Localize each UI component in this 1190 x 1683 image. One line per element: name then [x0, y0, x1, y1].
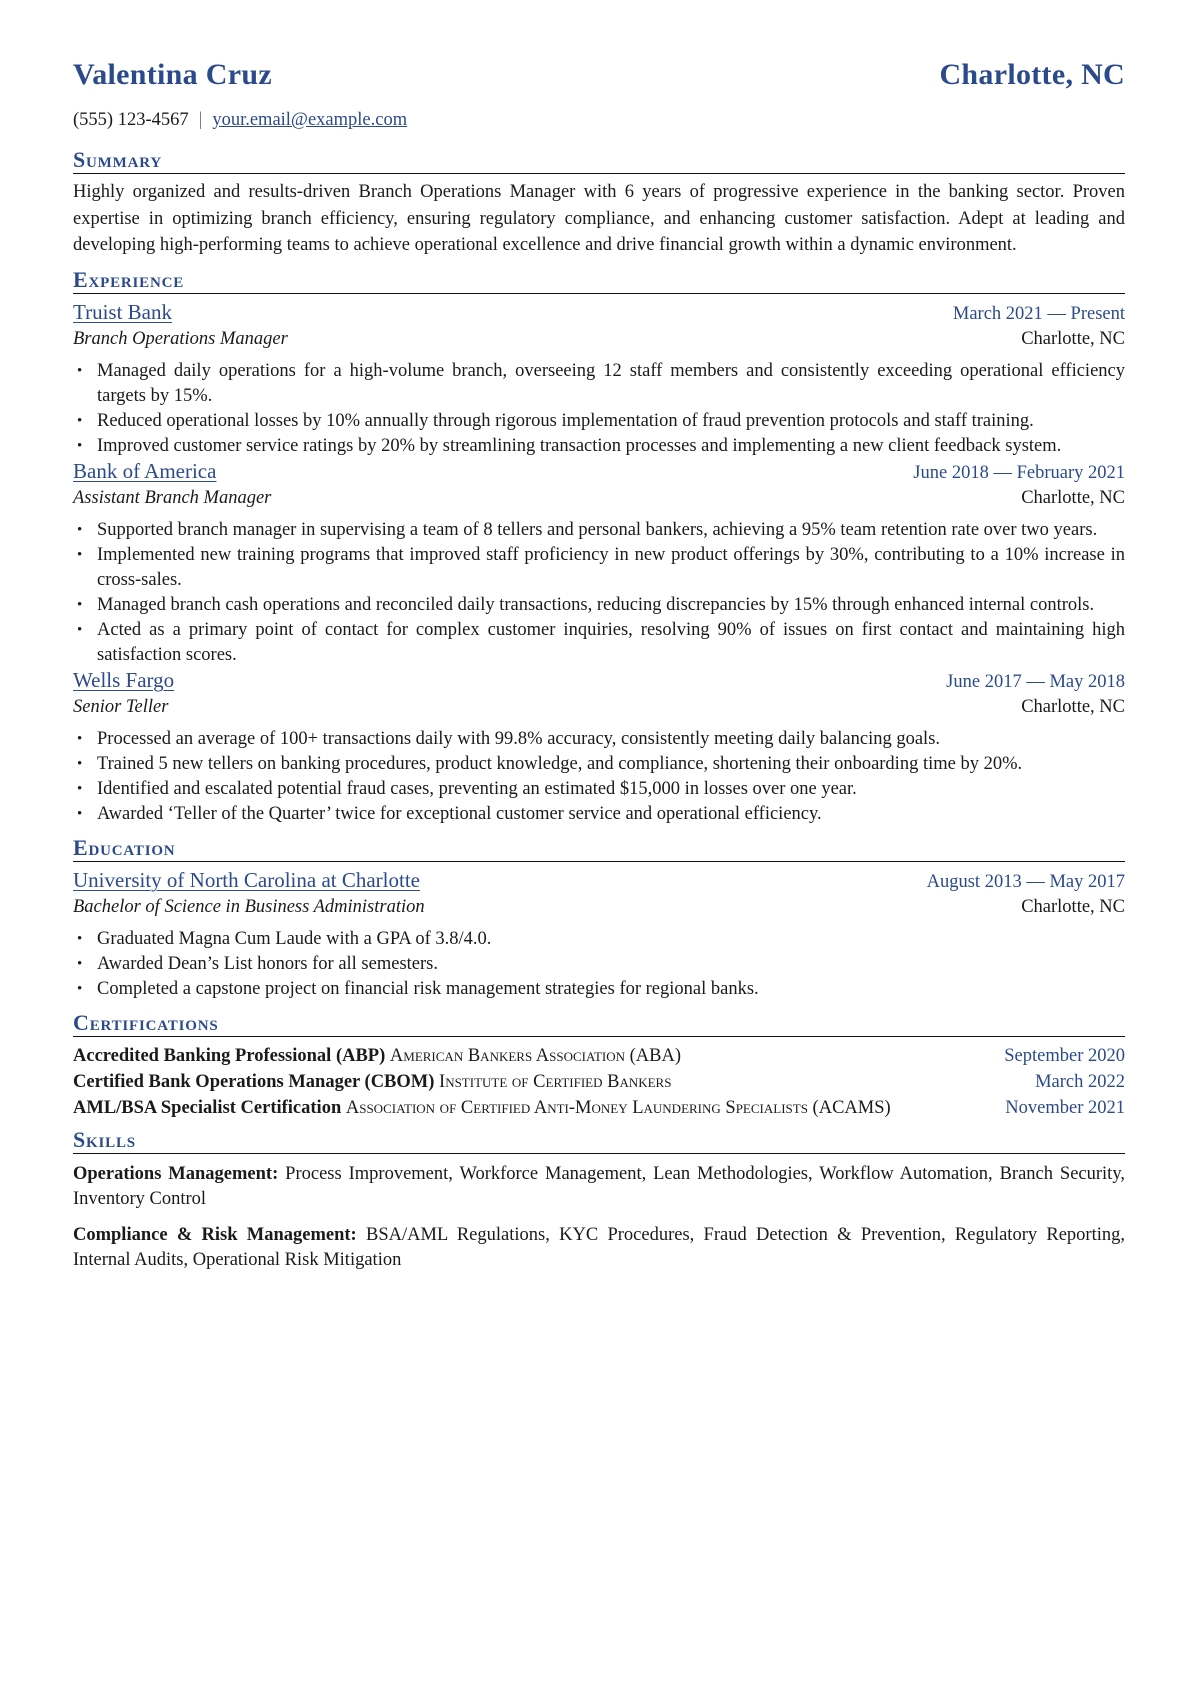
certification-issuer: American Bankers Association (ABA)	[389, 1045, 681, 1066]
company-link[interactable]: Truist Bank	[73, 299, 173, 324]
job-location: Charlotte, NC	[1021, 487, 1125, 508]
education-dates: August 2013 — May 2017	[926, 871, 1125, 892]
list-item: • Acted as a primary point of contact for complex customer inquiries, resolving 90% of issues on first contact and maintaining high satisfaction scores.	[73, 618, 1125, 668]
skill-label: Operations Management:	[73, 1163, 279, 1184]
list-item: • Identified and escalated potential fraud cases, preventing an estimated $15,000 in losses over one year.	[73, 777, 1125, 802]
skill-group	[73, 1223, 1125, 1274]
list-item: • Implemented new training programs that improved staff proficiency in new product offerings by 30%, contributing to a 10% increase in cross-sales.	[73, 543, 1125, 593]
job-title: Assistant Branch Manager	[73, 487, 272, 508]
summary-text: Highly organized and results-driven Branch Operations Manager with 6 years of progressive experience in the banking sector. Proven expertise in optimizing branch efficiency, ensuring regulatory compliance, and enhancing customer satisfaction. Adept at leading and developing high-performing teams to achieve operational excellence and drive financial growth within a dynamic environment.	[73, 182, 1125, 255]
phone-number: (555) 123-4567	[73, 110, 189, 130]
experience-entry	[73, 300, 1125, 459]
section-title-experience: Experience	[73, 267, 1125, 294]
job-location: Charlotte, NC	[1021, 696, 1125, 717]
company-link[interactable]: Bank of America	[73, 458, 217, 483]
resume-header	[73, 58, 1125, 104]
section-title-education: Education	[73, 835, 1125, 862]
contact-separator: |	[198, 110, 203, 130]
experience-entry	[73, 668, 1125, 827]
certification-issuer: Institute of Certified Bankers	[439, 1071, 672, 1092]
certification-date: September 2020	[1004, 1045, 1125, 1066]
education-location: Charlotte, NC	[1021, 896, 1125, 917]
skill-values: Process Improvement, Workforce Management, Lean Methodologies, Workflow Automation, Branch Security, Inventory Control	[73, 1163, 1125, 1209]
company-link[interactable]: Wells Fargo	[73, 667, 175, 692]
list-item: • Trained 5 new tellers on banking procedures, product knowledge, and compliance, shortening their onboarding time by 20%.	[73, 752, 1125, 777]
certification-name: AML/BSA Specialist Certification	[73, 1097, 342, 1118]
candidate-name: Valentina Cruz	[73, 58, 272, 91]
certification-date: March 2022	[1035, 1071, 1125, 1092]
list-item: • Awarded Dean’s List honors for all semesters.	[73, 952, 1125, 977]
job-bullets	[73, 359, 1125, 459]
list-item: • Graduated Magna Cum Laude with a GPA of 3.8/4.0.	[73, 927, 1125, 952]
resume-page	[73, 58, 1125, 1274]
list-item: • Reduced operational losses by 10% annually through rigorous implementation of fraud prevention protocols and staff training.	[73, 409, 1125, 434]
certification-date: November 2021	[1005, 1097, 1125, 1118]
list-item: • Improved customer service ratings by 20% by streamlining transaction processes and implementing a new client feedback system.	[73, 434, 1125, 459]
list-item: • Supported branch manager in supervising a team of 8 tellers and personal bankers, achieving a 95% team retention rate over two years.	[73, 518, 1125, 543]
skill-label: Compliance & Risk Management:	[73, 1224, 357, 1245]
list-item: • Completed a capstone project on financial risk management strategies for regional banks.	[73, 977, 1125, 1002]
list-item: • Managed branch cash operations and reconciled daily transactions, reducing discrepancies by 15% through enhanced internal controls.	[73, 593, 1125, 618]
job-dates: March 2021 — Present	[952, 303, 1125, 324]
skill-group	[73, 1162, 1125, 1213]
job-title: Branch Operations Manager	[73, 328, 288, 349]
certifications-list	[73, 1043, 1125, 1121]
section-title-certifications: Certifications	[73, 1010, 1125, 1037]
candidate-location: Charlotte, NC	[939, 58, 1125, 91]
certification-item	[73, 1069, 1125, 1095]
list-item: • Awarded ‘Teller of the Quarter’ twice for exceptional customer service and operational efficiency.	[73, 802, 1125, 827]
section-title-skills: Skills	[73, 1127, 1125, 1154]
contact-line	[73, 108, 1125, 133]
education-entry	[73, 868, 1125, 1002]
job-bullets	[73, 518, 1125, 668]
certification-name: Accredited Banking Professional (ABP)	[73, 1045, 386, 1066]
skill-values: BSA/AML Regulations, KYC Procedures, Fraud Detection & Prevention, Regulatory Reporting, Internal Audits, Operational Risk Mitigation	[73, 1224, 1125, 1270]
list-item: • Managed daily operations for a high-volume branch, overseeing 12 staff members and consistently exceeding operational efficiency targets by 15%.	[73, 359, 1125, 409]
degree: Bachelor of Science in Business Administration	[73, 896, 425, 917]
email-link[interactable]: your.email@example.com	[212, 110, 408, 130]
section-title-summary: Summary	[73, 147, 1125, 174]
job-location: Charlotte, NC	[1021, 328, 1125, 349]
list-item: • Processed an average of 100+ transactions daily with 99.8% accuracy, consistently meeting daily balancing goals.	[73, 727, 1125, 752]
job-dates: June 2018 — February 2021	[913, 462, 1125, 483]
school-link[interactable]: University of North Carolina at Charlotte	[73, 867, 421, 892]
certification-item	[73, 1095, 1125, 1121]
job-dates: June 2017 — May 2018	[946, 671, 1125, 692]
job-bullets	[73, 727, 1125, 827]
certification-issuer: Association of Certified Anti-Money Laundering Specialists (ACAMS)	[345, 1097, 891, 1118]
experience-entry	[73, 459, 1125, 668]
education-bullets	[73, 927, 1125, 1002]
certification-item	[73, 1043, 1125, 1069]
certification-name: Certified Bank Operations Manager (CBOM)	[73, 1071, 435, 1092]
job-title: Senior Teller	[73, 696, 169, 717]
